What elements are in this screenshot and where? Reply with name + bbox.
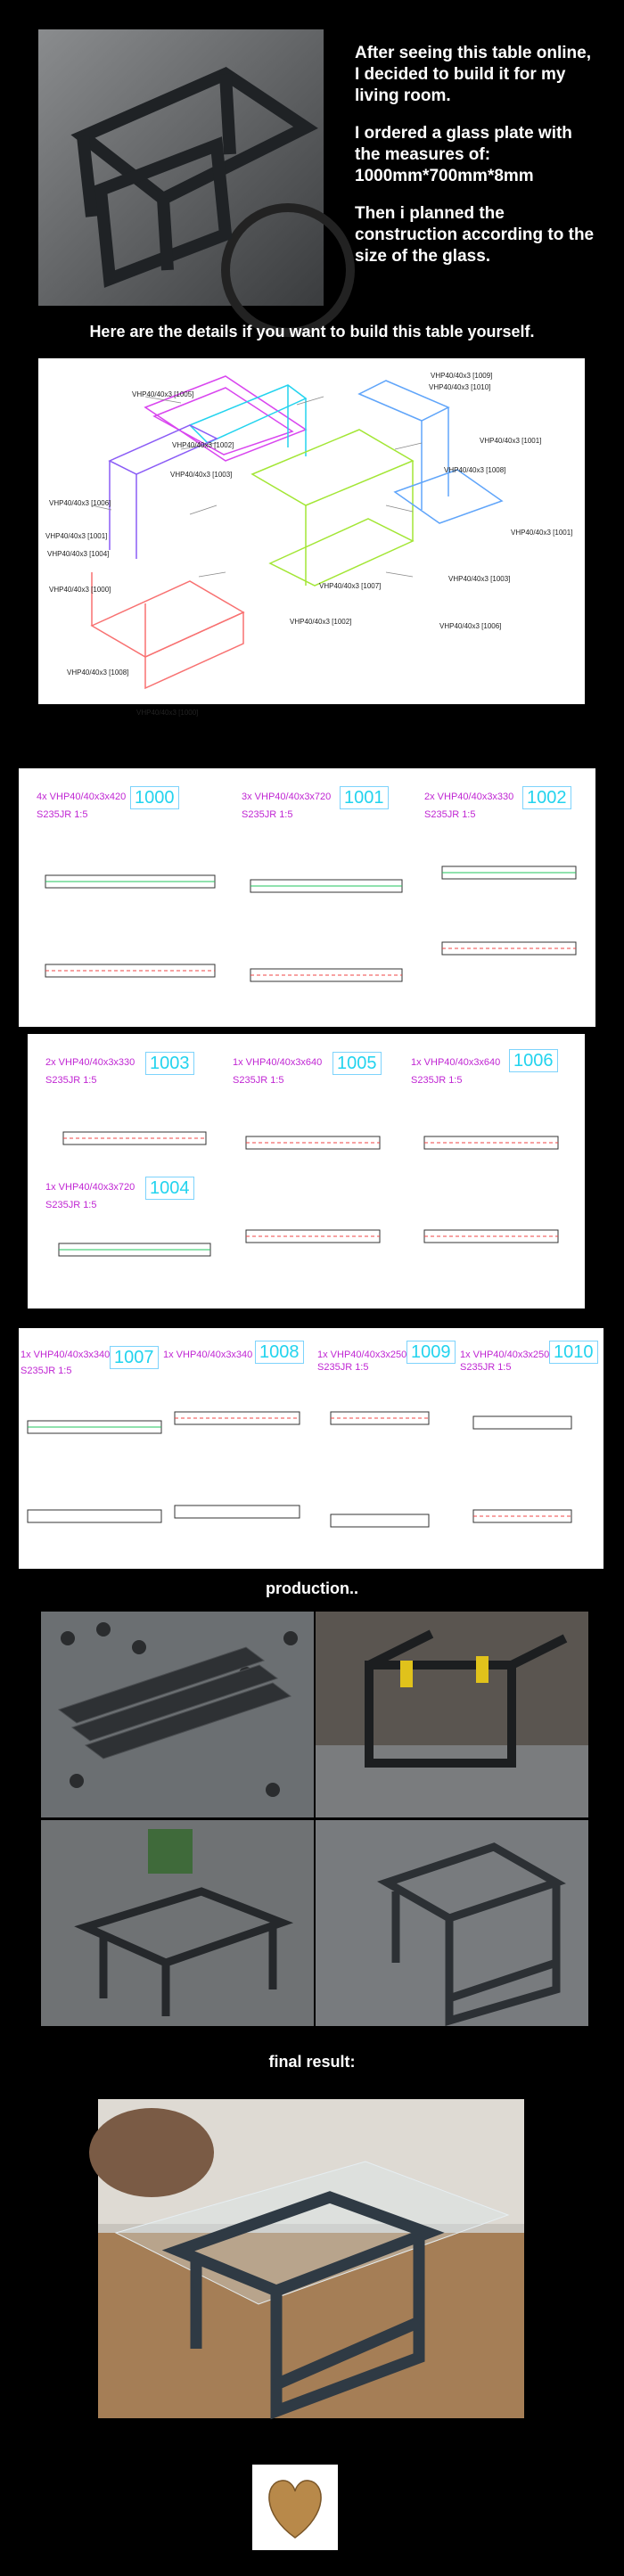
part-sketch: [317, 1385, 460, 1563]
part-material: S235JR 1:5: [233, 1075, 284, 1086]
part-1007: [21, 1341, 172, 1563]
assembly-label: VHP40/40x3 [1005]: [132, 390, 194, 398]
intro-paragraph-3: Then i planned the construction according to the size of the glass.: [355, 204, 595, 266]
assembly-part-number: [1000]: [178, 709, 199, 717]
table-frame-photo-illustration: [38, 29, 324, 306]
final-result-photo: [98, 2099, 524, 2418]
assembly-label: VHP40/40x3 [1001]: [511, 529, 573, 537]
part-material: S235JR 1:5: [45, 1075, 97, 1086]
assembly-part-number: [1010]: [471, 383, 491, 391]
production-photo-3: [41, 1820, 314, 2026]
intro-photo: [38, 29, 324, 306]
assembly-label: VHP40/40x3 [1002]: [172, 441, 234, 449]
final-heading: final result:: [268, 2053, 356, 2071]
part-1000: [37, 786, 224, 1018]
production-photo-4-illustration: [316, 1820, 588, 2026]
heart-potato-photo: [252, 2465, 338, 2550]
assembly-label: VHP40/40x3 [1001]: [45, 532, 108, 540]
part-1002: [424, 786, 589, 1018]
assembly-part-number: [1006]: [481, 622, 502, 630]
intro-paragraph-2: I ordered a glass plate with the measures of: 1000mm*700mm*8mm: [355, 124, 572, 185]
assembly-label: VHP40/40x3 [1003]: [448, 575, 511, 583]
assembly-label: VHP40/40x3 [1002]: [290, 618, 352, 626]
assembly-part-number: [1008]: [109, 669, 129, 677]
production-photo-3-illustration: [41, 1820, 314, 2026]
intro-paragraph-1: After seeing this table online, I decided to build it for my living room.: [355, 44, 591, 105]
production-photo-1: [41, 1612, 314, 1817]
part-number: 1010: [549, 1341, 598, 1364]
part-number: 1006: [509, 1049, 558, 1072]
part-1001: [242, 786, 411, 1018]
intro-text: [355, 43, 595, 283]
assembly-label: VHP40/40x3 [1004]: [47, 550, 110, 558]
assembly-part-number: [1002]: [214, 441, 234, 449]
assembly-isometric-illustration: [38, 358, 585, 717]
part-material: S235JR 1:5: [424, 809, 476, 820]
assembly-drawing: [38, 358, 585, 717]
part-sketch: [21, 1385, 172, 1563]
part-material: S235JR 1:5: [317, 1362, 369, 1373]
part-title: 4x VHP40/40x3x420: [37, 792, 127, 802]
assembly-part-number: [1000]: [91, 586, 111, 594]
part-title: 1x VHP40/40x3x340: [21, 1350, 111, 1360]
assembly-part-number: [1001]: [553, 529, 573, 537]
part-number: 1000: [130, 786, 179, 809]
part-material: S235JR 1:5: [460, 1362, 512, 1373]
part-sketch: [411, 1096, 571, 1168]
part-sketch: [37, 835, 224, 1013]
assembly-part-number: [1001]: [521, 437, 542, 445]
part-drawing-sheet-3: [19, 1328, 603, 1569]
final-result-photo-illustration: [98, 2099, 524, 2418]
heart-potato-illustration: [252, 2465, 338, 2550]
production-heading: production..: [266, 1579, 358, 1597]
part-sketch: [161, 1385, 313, 1563]
assembly-label: VHP40/40x3 [1008]: [444, 466, 506, 474]
production-photo-4: [316, 1820, 588, 2026]
part-material: S235JR 1:5: [37, 809, 88, 820]
part-title: 1x VHP40/40x3x640: [411, 1057, 501, 1068]
part-title: 2x VHP40/40x3x330: [424, 792, 514, 802]
assembly-label: VHP40/40x3 [1006]: [439, 622, 502, 630]
part-number: 1009: [406, 1341, 456, 1364]
part-sketch: [242, 835, 411, 1013]
assembly-label: VHP40/40x3 [1003]: [170, 471, 233, 479]
assembly-label: VHP40/40x3 [1007]: [319, 582, 382, 590]
part-sketch: [45, 1096, 224, 1168]
part-sketch: [424, 835, 589, 1013]
production-photo-2-illustration: [316, 1612, 588, 1817]
part-number: 1002: [522, 786, 571, 809]
part-1010: [460, 1341, 603, 1563]
part-material: S235JR 1:5: [242, 809, 293, 820]
part-1006: [411, 1052, 571, 1177]
part-number: 1003: [145, 1052, 194, 1075]
part-title: 3x VHP40/40x3x720: [242, 792, 332, 802]
part-title: 1x VHP40/40x3x250: [317, 1350, 407, 1360]
production-photo-1-illustration: [41, 1612, 314, 1817]
part-material: S235JR 1:5: [45, 1200, 97, 1210]
part-1008: [161, 1341, 313, 1563]
part-sketch: [45, 1221, 224, 1292]
assembly-label: VHP40/40x3 [1009]: [431, 372, 493, 380]
part-title: 1x VHP40/40x3x250: [460, 1350, 550, 1360]
part-title: 1x VHP40/40x3x340: [163, 1350, 253, 1360]
details-heading: Here are the details if you want to build this table yourself.: [89, 323, 535, 340]
part-material: S235JR 1:5: [21, 1366, 72, 1376]
assembly-part-number: [1008]: [486, 466, 506, 474]
part-title: 2x VHP40/40x3x330: [45, 1057, 135, 1068]
part-1005: [233, 1052, 393, 1177]
assembly-label: VHP40/40x3 [1001]: [480, 437, 542, 445]
part-drawing-sheet-1: [19, 768, 595, 1027]
part-number: 1004: [145, 1177, 194, 1200]
assembly-part-number: [1003]: [212, 471, 233, 479]
assembly-part-number: [1005]: [174, 390, 194, 398]
part-number: 1007: [110, 1346, 159, 1369]
part-sketch: [460, 1385, 603, 1563]
part-1009: [317, 1341, 460, 1563]
assembly-label: VHP40/40x3 [1000]: [49, 586, 111, 594]
part-sketch: [233, 1096, 393, 1168]
part-number: 1005: [333, 1052, 382, 1075]
assembly-label: VHP40/40x3 [1006]: [49, 499, 111, 507]
assembly-part-number: [1003]: [490, 575, 511, 583]
assembly-part-number: [1006]: [91, 499, 111, 507]
assembly-label: VHP40/40x3 [1000]: [136, 709, 199, 717]
part-number: 1001: [340, 786, 389, 809]
assembly-label: VHP40/40x3 [1010]: [429, 383, 491, 391]
part-title: 1x VHP40/40x3x720: [45, 1182, 135, 1193]
assembly-part-number: [1001]: [87, 532, 108, 540]
assembly-part-number: [1004]: [89, 550, 110, 558]
production-photo-2: [316, 1612, 588, 1817]
assembly-label: VHP40/40x3 [1008]: [67, 669, 129, 677]
part-1004: [45, 1177, 224, 1301]
assembly-part-number: [1007]: [361, 582, 382, 590]
part-title: 1x VHP40/40x3x640: [233, 1057, 323, 1068]
part-material: S235JR 1:5: [411, 1075, 463, 1086]
assembly-part-number: [1009]: [472, 372, 493, 380]
part-sketch-extra: [233, 1194, 571, 1301]
part-drawing-sheet-2: [28, 1034, 585, 1309]
assembly-part-number: [1002]: [332, 618, 352, 626]
part-1003: [45, 1052, 224, 1177]
part-number: 1008: [255, 1341, 304, 1364]
